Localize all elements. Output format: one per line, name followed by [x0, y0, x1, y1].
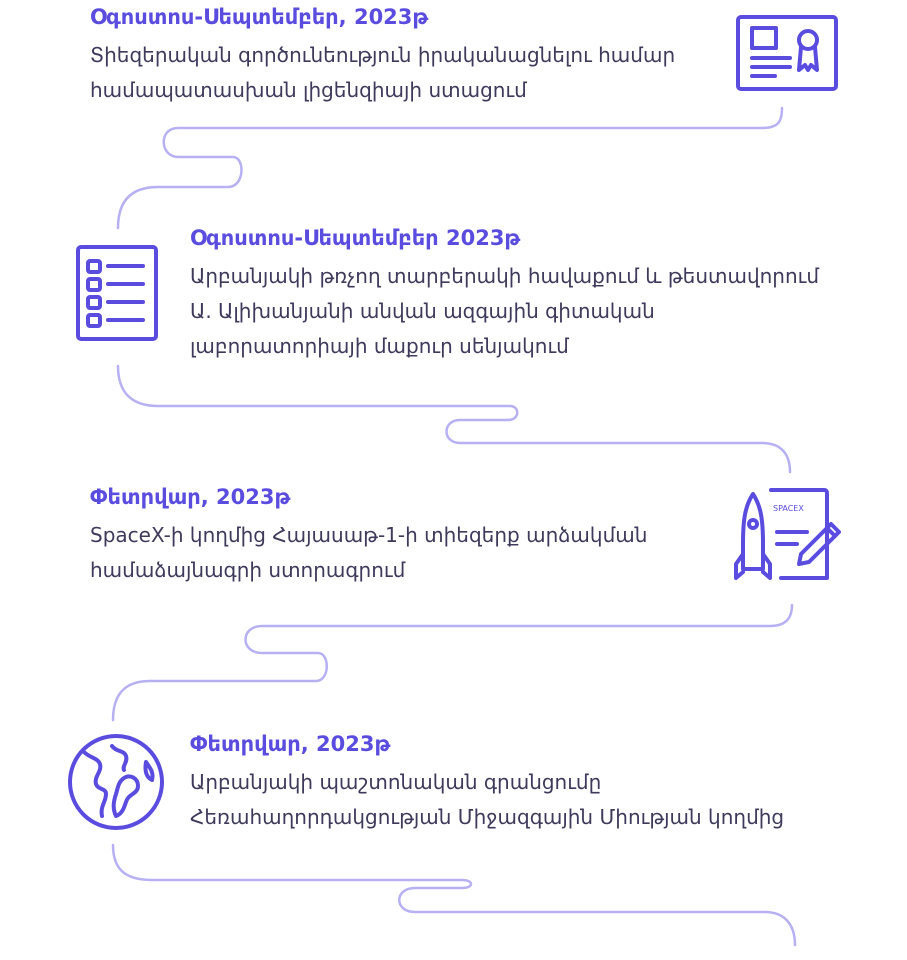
- timeline-entry: [90, 482, 647, 588]
- globe-icon: [66, 732, 166, 832]
- entry-description: [190, 259, 819, 364]
- checklist-icon: [75, 244, 159, 342]
- description-line: լաբորատորիայի մաքուր սենյակում: [190, 334, 569, 358]
- description-line: Արբանյակի պաշտոնական գրանցումը: [190, 770, 602, 794]
- entry-date: Օգոստոս-Սեպտեմբեր, 2023թ: [90, 5, 429, 29]
- timeline-entry: [190, 729, 784, 835]
- entry-description: [90, 38, 675, 108]
- rocket-contract-icon: [733, 484, 843, 584]
- description-line: Ա. Ալիխանյանի անվան ազգային գիտական: [190, 299, 655, 323]
- spacex-logo: SPACEX: [773, 504, 804, 513]
- entry-date: Փետրվար, 2023թ: [90, 485, 291, 509]
- entry-date: Փետրվար, 2023թ: [190, 732, 391, 756]
- timeline-entry: [190, 223, 819, 364]
- description-line: SpaceX-ի կողմից Հայասաթ-1-ի տիեզերք արձակման: [90, 523, 648, 547]
- description-line: համապատասխան լիցենզիայի ստացում: [90, 78, 527, 102]
- timeline-entry: [90, 2, 675, 108]
- description-line: Հեռահաղորդակցության Միջազգային Միության կողմից: [190, 805, 785, 829]
- entry-description: [190, 765, 784, 835]
- description-line: համաձայնագրի ստորագրում: [90, 558, 406, 582]
- description-line: Տիեզերական գործունեություն իրականացնելու համար: [90, 43, 676, 67]
- entry-description: [90, 518, 647, 588]
- description-line: Արբանյակի թռչող տարբերակի հավաքում և թեստավորում: [190, 264, 820, 288]
- certificate-icon: [735, 14, 839, 92]
- entry-date: Օգոստոս-Սեպտեմբեր 2023թ: [190, 226, 521, 250]
